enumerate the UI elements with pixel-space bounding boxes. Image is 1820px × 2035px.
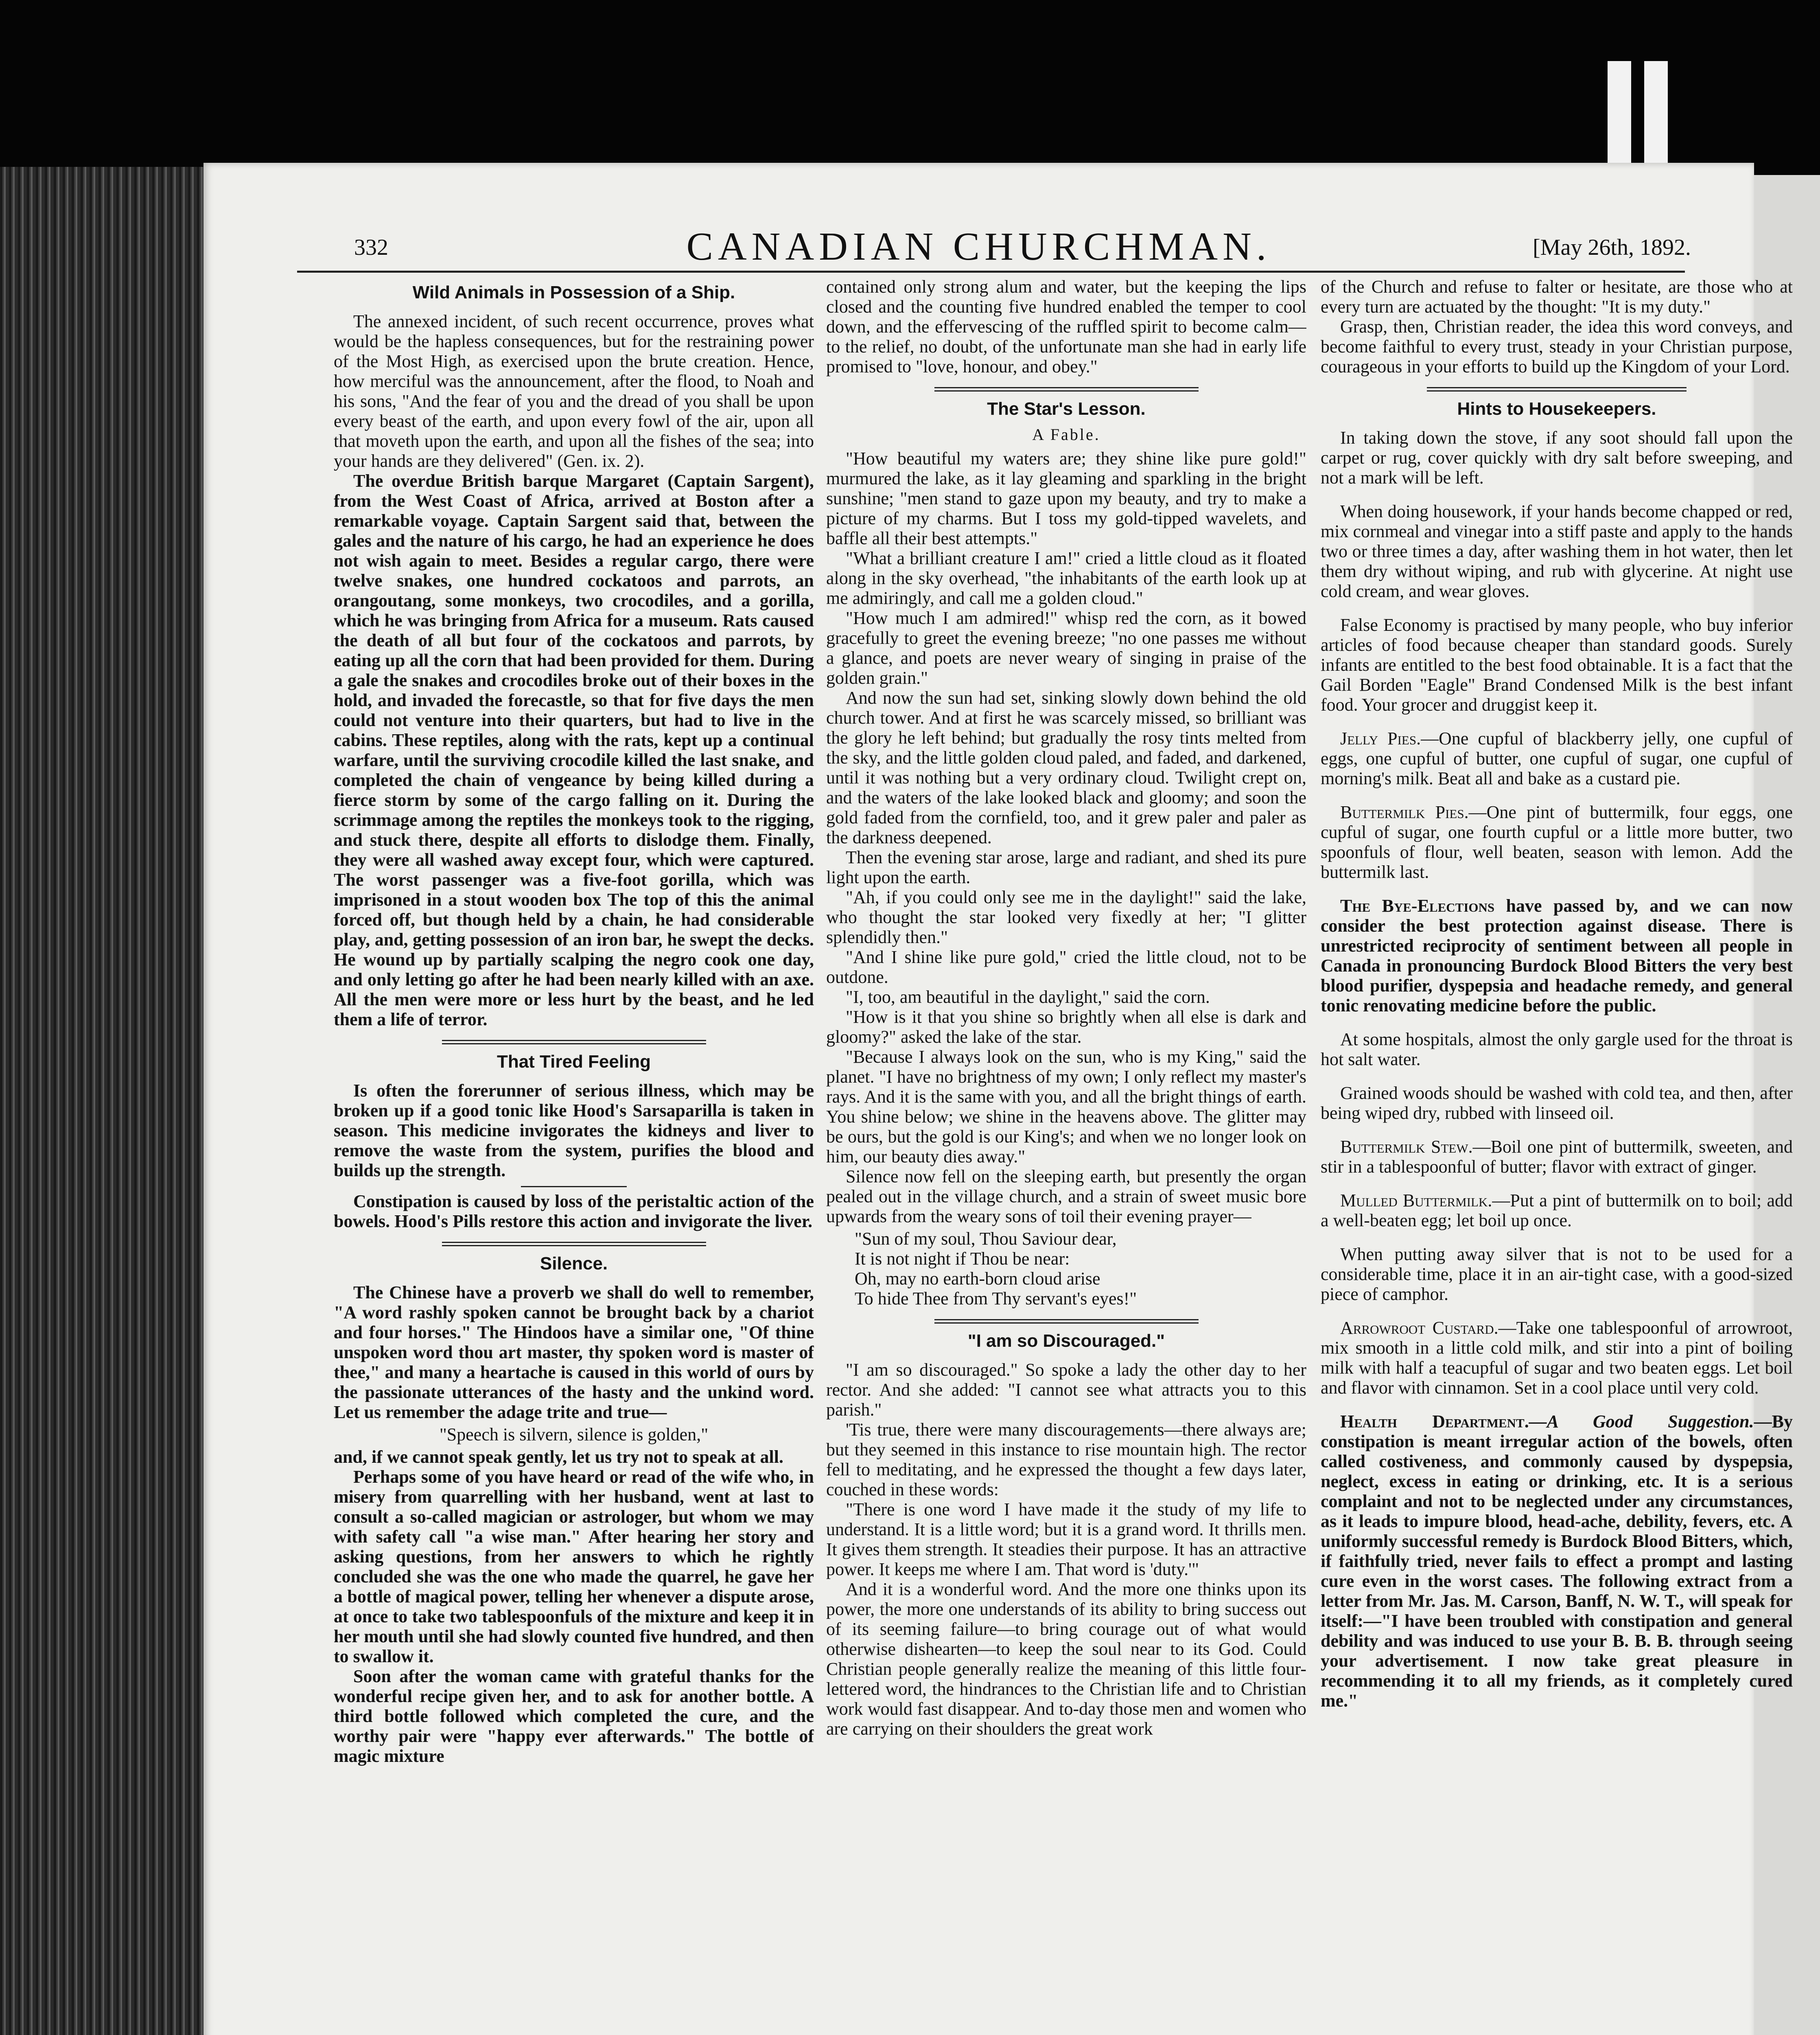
hint-lead: Buttermilk Pies.: [1340, 802, 1469, 822]
paragraph: "I am so discouraged." So spoke a lady the other day to her rector. And she added: "I cannot see what attracts you to this parish.": [826, 1360, 1306, 1420]
hint-text: have passed by, and we can now consider the best protection against disease. There is unrestricted reciprocity of sentiment between all people in Canada in pronouncing Burdock Blood Bitters the very best blood purifier, dyspepsia and headache remedy, and general tonic renovating medicine before the public.: [1321, 896, 1793, 1015]
short-divider: [521, 1186, 627, 1187]
paragraph: "There is one word I have made it the study of my life to understand. It is a little word; but it is a grand word. It thrills men. It gives them strength. It steadies their purpose. It has an attractive power. It keeps me where I am. That word is 'duty.'": [826, 1499, 1306, 1579]
paragraph: "I, too, am beautiful in the daylight," said the corn.: [846, 987, 1210, 1007]
hint-paragraph: [1321, 1411, 1793, 1711]
hint-paragraph: Grained woods should be washed with cold tea, and then, after being wiped dry, rubbed with linseed oil.: [1321, 1083, 1793, 1123]
article-title: Hints to Housekeepers.: [1457, 399, 1656, 419]
page-header: [203, 224, 1754, 273]
paragraph: Then the evening star arose, large and radiant, and shed its pure light upon the earth.: [826, 847, 1306, 887]
hymn-verse: [855, 1229, 1306, 1309]
article-title: That Tired Feeling: [497, 1052, 651, 1072]
hint-paragraph: [1321, 1318, 1793, 1398]
paragraph: "Ah, if you could only see me in the daylight!" said the lake, who thought the star looked very fixedly at her; "I glitter splendidly then.": [826, 887, 1306, 947]
hint-paragraph: When putting away silver that is not to be used for a considerable time, place it in an air-tight case, with a good-sized piece of camphor.: [1321, 1244, 1793, 1304]
article-title: The Star's Lesson.: [987, 399, 1146, 419]
paragraph: Perhaps some of you have heard or read of the wife who, in misery from quarrelling with her husband, went at last to consult a so-called magician or astrologer, but whom we may with safety call "a wise man." After hearing her story and asking questions, from her answers to which he rightly concluded she was the one who made the quarrel, he gave her a bottle of magical power, telling her whenever a dispute arose, at once to take two tablespoonfuls of the mixture and keep it in her mouth until she had slowly counted five hundred, and then to swallow it.: [334, 1467, 814, 1666]
article-title: Wild Animals in Possession of a Ship.: [412, 282, 735, 302]
hint-subtitle: —A Good Suggestion.: [1529, 1411, 1754, 1431]
registration-bar: [1608, 61, 1631, 175]
verse-line: It is not night if Thou be near:: [855, 1249, 1070, 1269]
hint-paragraph: [1321, 1190, 1793, 1230]
paragraph: The overdue British barque Margaret (Captain Sargent), from the West Coast of Africa, arrived at Boston after a remarkable voyage. Captain Sargent said that, between the gales and the nature of his cargo, he had an experience he does not wish again to meet. Besides a regular cargo, there were twelve snakes, one hundred cockatoos and parrots, an orangoutang, some monkeys, two crocodiles, and a gorilla, which he was bringing from Africa for a museum. Rats caused the death of all but four of the cockatoos and parrots, by eating up all the corn that had been provided for them. During a gale the snakes and crocodiles broke out of their boxes in the hold, and invaded the forecastle, so that for five days the men could not venture into their quarters, but had to live in the cabins. These reptiles, along with the rats, kept up a continual warfare, until the surviving crocodile killed the last snake, and completed the chain of vengeance by being killed during a fierce storm by some of the cargo falling on it. During the scrimmage among the reptiles the monkeys took to the rigging, and stuck there, despite all efforts to dislodge them. Finally, they were all washed away except four, which were captured. The worst passenger was a five-foot gorilla, which was imprisoned in a stout wooden box The top of this the animal forced off, but though held by a chain, he had considerable play, and, getting possession of an iron bar, he swept the decks. He wound up by partially scalping the negro cook one day, and only letting go after he had been nearly killed with an axe. All the men were more or less hurt by the beast, and he led them a life of terror.: [334, 471, 814, 1029]
paragraph: "What a brilliant creature I am!" cried a little cloud as it floated along in the sky overhead, "the inhabitants of the earth look up at me admiringly, and call me a golden cloud.": [826, 548, 1306, 608]
paragraph: Soon after the woman came with grateful thanks for the wonderful recipe given her, and to ask for another bottle. A third bottle followed which completed the cure, and the worthy pair were "happy ever afterwards." The bottle of magic mixture: [334, 1666, 814, 1766]
article-title: Silence.: [540, 1254, 608, 1274]
hint-paragraph: False Economy is practised by many people, who buy inferior articles of food because cheaper than standard goods. Surely infants are entitled to the best food obtainable. It is a fact that the Gail Borden "Eagle" Brand Condensed Milk is the best infant food. Your grocer and druggist keep it.: [1321, 615, 1793, 715]
section-divider: [1427, 387, 1687, 392]
section-divider: [934, 387, 1199, 392]
masthead-title: CANADIAN CHURCHMAN.: [686, 225, 1271, 269]
hint-paragraph: In taking down the stove, if any soot should fall upon the carpet or rug, cover quickly with dry salt before sweeping, and not a mark will be left.: [1321, 428, 1793, 488]
hint-lead: Arrowroot Custard.: [1340, 1318, 1498, 1338]
hint-paragraph: [1321, 1137, 1793, 1177]
quotation: "Speech is silvern, silence is golden,": [439, 1424, 709, 1444]
paragraph: contained only strong alum and water, but the keeping the lips closed and the counting five hundred enabled the temper to cool down, and the effervescing of the ruffled spirit to become calm—to the relief, no doubt, of the unfortunate man she had in early life promised to "love, honour, and obey.": [826, 277, 1306, 376]
column-1: [334, 277, 814, 2035]
newspaper-page: [203, 163, 1793, 2035]
paragraph: "How much I am admired!" whisp red the corn, as it bowed gracefully to greet the evening breeze; "no one passes me without a glance, and poets are never weary of singing in praise of the golden grain.": [826, 608, 1306, 688]
paragraph: 'Tis true, there were many discouragements—there always are; but they seemed in this instance to rise mountain high. The rector fell to meditating, and he expressed the thought a few days later, couched in these words:: [826, 1420, 1306, 1499]
article-title: "I am so Discouraged.": [967, 1331, 1165, 1351]
paragraph: And now the sun had set, sinking slowly down behind the old church tower. And at first he was scarcely missed, so brilliant was the glory he left behind; but gradually the rosy tints melted from the sky, and the little golden cloud paled, and faded, and darkened, until it was nothing but a very ordinary cloud. Twilight crept on, and the waters of the lake looked black and gloomy; and soon the gold faded from the cornfield, too, and it grew paler and paler as the darkness deepened.: [826, 688, 1306, 847]
hint-paragraph: [1321, 729, 1793, 788]
hint-text: —Take one tablespoonful of arrowroot, mix smooth in a little cold milk, and stir into a pint of boiling milk with half a teacupful of sugar and two beaten eggs. Let boil and flavor with cinnamon. Set in a cool place until very cold.: [1321, 1318, 1793, 1398]
hint-text: —One pint of buttermilk, four eggs, one cupful of sugar, one fourth cupful or a little more butter, two spoonfuls of flour, well beaten, season with lemon. Add the buttermilk last.: [1321, 802, 1793, 882]
paragraph: "How is it that you shine so brightly when all else is dark and gloomy?" asked the lake of the star.: [826, 1007, 1306, 1047]
section-divider: [934, 1319, 1199, 1324]
hint-lead: Jelly Pies.: [1340, 729, 1421, 748]
paragraph: Is often the forerunner of serious illness, which may be broken up if a good tonic like Hood's Sarsaparilla is taken in season. This medicine invigorates the kidneys and liver to remove the waste from the system, purifies the blood and builds up the strength.: [334, 1081, 814, 1180]
hint-text: —Boil one pint of buttermilk, sweeten, and stir in a tablespoonful of butter; flavor with extract of ginger.: [1321, 1137, 1793, 1177]
hint-text: —By constipation is meant irregular action of the bowels, often called costiveness, and commonly caused by dyspepsia, neglect, excess in eating or drinking, etc. It is a serious complaint and not to be neglected under any circumstances, as it leads to impure blood, head-ache, debility, fevers, etc. A uniformly successful remedy is Burdock Blood Bitters, which, if faithfully tried, never fails to effect a prompt and lasting cure even in the worst cases. The following extract from a letter from Mr. Jas. M. Carson, Banff, N. W. T., will speak for itself:—"I have been troubled with constipation and general debility and was induced to use your B. B. B. through seeing your advertisement. I now take great pleasure in recommending it to all my friends, as it completely cured me.": [1321, 1411, 1793, 1711]
issue-date: [May 26th, 1892.: [1533, 235, 1691, 260]
hint-paragraph: [1321, 802, 1793, 882]
article-subtitle: A Fable.: [1032, 425, 1100, 444]
header-rule: [297, 271, 1685, 273]
hint-lead: Mulled Buttermilk.: [1340, 1190, 1492, 1210]
paragraph: Constipation is caused by loss of the peristaltic action of the bowels. Hood's Pills restore this action and invigorate the liver.: [334, 1191, 814, 1231]
hint-paragraph: At some hospitals, almost the only gargle used for the throat is hot salt water.: [1321, 1029, 1793, 1069]
paragraph: "Because I always look on the sun, who is my King," said the planet. "I have no brightness of my own; I only reflect my master's rays. And it is the same with you, and all the bright things of earth. You shine below; we shine in the heavens above. The glitter may be ours, but the gold is our King's; and when we no longer look on him, our beauty dies away.": [826, 1047, 1306, 1166]
page-number: 332: [354, 235, 388, 260]
verse-line: Oh, may no earth-born cloud arise: [855, 1269, 1100, 1289]
column-3: [1321, 277, 1793, 2035]
paragraph: "How beautiful my waters are; they shine like pure gold!" murmured the lake, as it lay gleaming and sparkling in the bright sunshine; "men stand to gaze upon my beauty, and try to make a picture of my charms. But I toss my gold-tipped wavelets, and baffle all their best attempts.": [826, 449, 1306, 548]
paragraph: And it is a wonderful word. And the more one thinks upon its power, the more one understands of its ability to bring success out of its seeming failure—to bring courage out of what would otherwise dishearten—to keep the soul near to its God. Could Christian people generally realize the meaning of this little four-lettered word, the hindrances to the Christian life and to Christian work would fast disappear. And to-day those men and women who are carrying on their shoulders the great work: [826, 1579, 1306, 1739]
paragraph: Grasp, then, Christian reader, the idea this word conveys, and become faithful to every trust, steady in your Christian purpose, courageous in your efforts to build up the Kingdom of your Lord.: [1321, 317, 1793, 376]
section-divider: [442, 1040, 706, 1044]
paragraph: The Chinese have a proverb we shall do well to remember, "A word rashly spoken cannot be brought back by a chariot and four horses." The Hindoos have a similar one, "Of thine unspoken word thou art master, thy spoken word is master of thee," and many a heartache is caused in this world of ours by the passionate utterances of the hasty and the unkind word. Let us remember the adage trite and true—: [334, 1282, 814, 1422]
hint-paragraph: [1321, 896, 1793, 1015]
paragraph: "And I shine like pure gold," cried the little cloud, not to be outdone.: [826, 947, 1306, 987]
column-2: [826, 277, 1306, 2035]
section-divider: [442, 1242, 706, 1246]
paragraph: and, if we cannot speak gently, let us try not to speak at all.: [334, 1447, 783, 1467]
hint-lead: The Bye-Elections: [1340, 896, 1495, 916]
hint-paragraph: When doing housework, if your hands become chapped or red, mix cornmeal and vinegar into a stiff paste and apply to the hands two or three times a day, after washing them in hot water, then let them dry without wiping, and rub with glycerine. At night use cold cream, and wear gloves.: [1321, 501, 1793, 601]
hint-lead: Buttermilk Stew.: [1340, 1137, 1473, 1157]
book-page-edges: [0, 167, 203, 2035]
paragraph: The annexed incident, of such recent occurrence, proves what would be the hapless consequences, but for the restraining power of the Most High, as exercised upon the brute creation. Hence, how merciful was the announcement, after the flood, to Noah and his sons, "And the fear of you and the dread of you shall be upon every beast of the earth, and upon every fowl of the air, upon all that moveth upon the earth, and upon all the fishes of the sea; into your hands are they delivered" (Gen. ix. 2).: [334, 311, 814, 471]
registration-bar: [1644, 61, 1668, 175]
hint-lead: Health Department.: [1340, 1411, 1529, 1431]
verse-line: To hide Thee from Thy servant's eyes!": [855, 1289, 1137, 1309]
paragraph: Silence now fell on the sleeping earth, but presently the organ pealed out in the village church, and a strain of sweet music bore upwards from the weary sons of toil their evening prayer—: [826, 1166, 1306, 1226]
hint-text: —One cupful of blackberry jelly, one cupful of eggs, one cupful of butter, one cupful of sugar, one cupful of morning's milk. Beat all and bake as a custard pie.: [1321, 729, 1793, 788]
verse-line: "Sun of my soul, Thou Saviour dear,: [855, 1229, 1117, 1249]
hint-text: —Put a pint of buttermilk on to boil; add a well-beaten egg; let boil up once.: [1321, 1190, 1793, 1230]
paragraph: of the Church and refuse to falter or hesitate, are those who at every turn are actuated by the thought: "It is my duty.": [1321, 277, 1793, 317]
